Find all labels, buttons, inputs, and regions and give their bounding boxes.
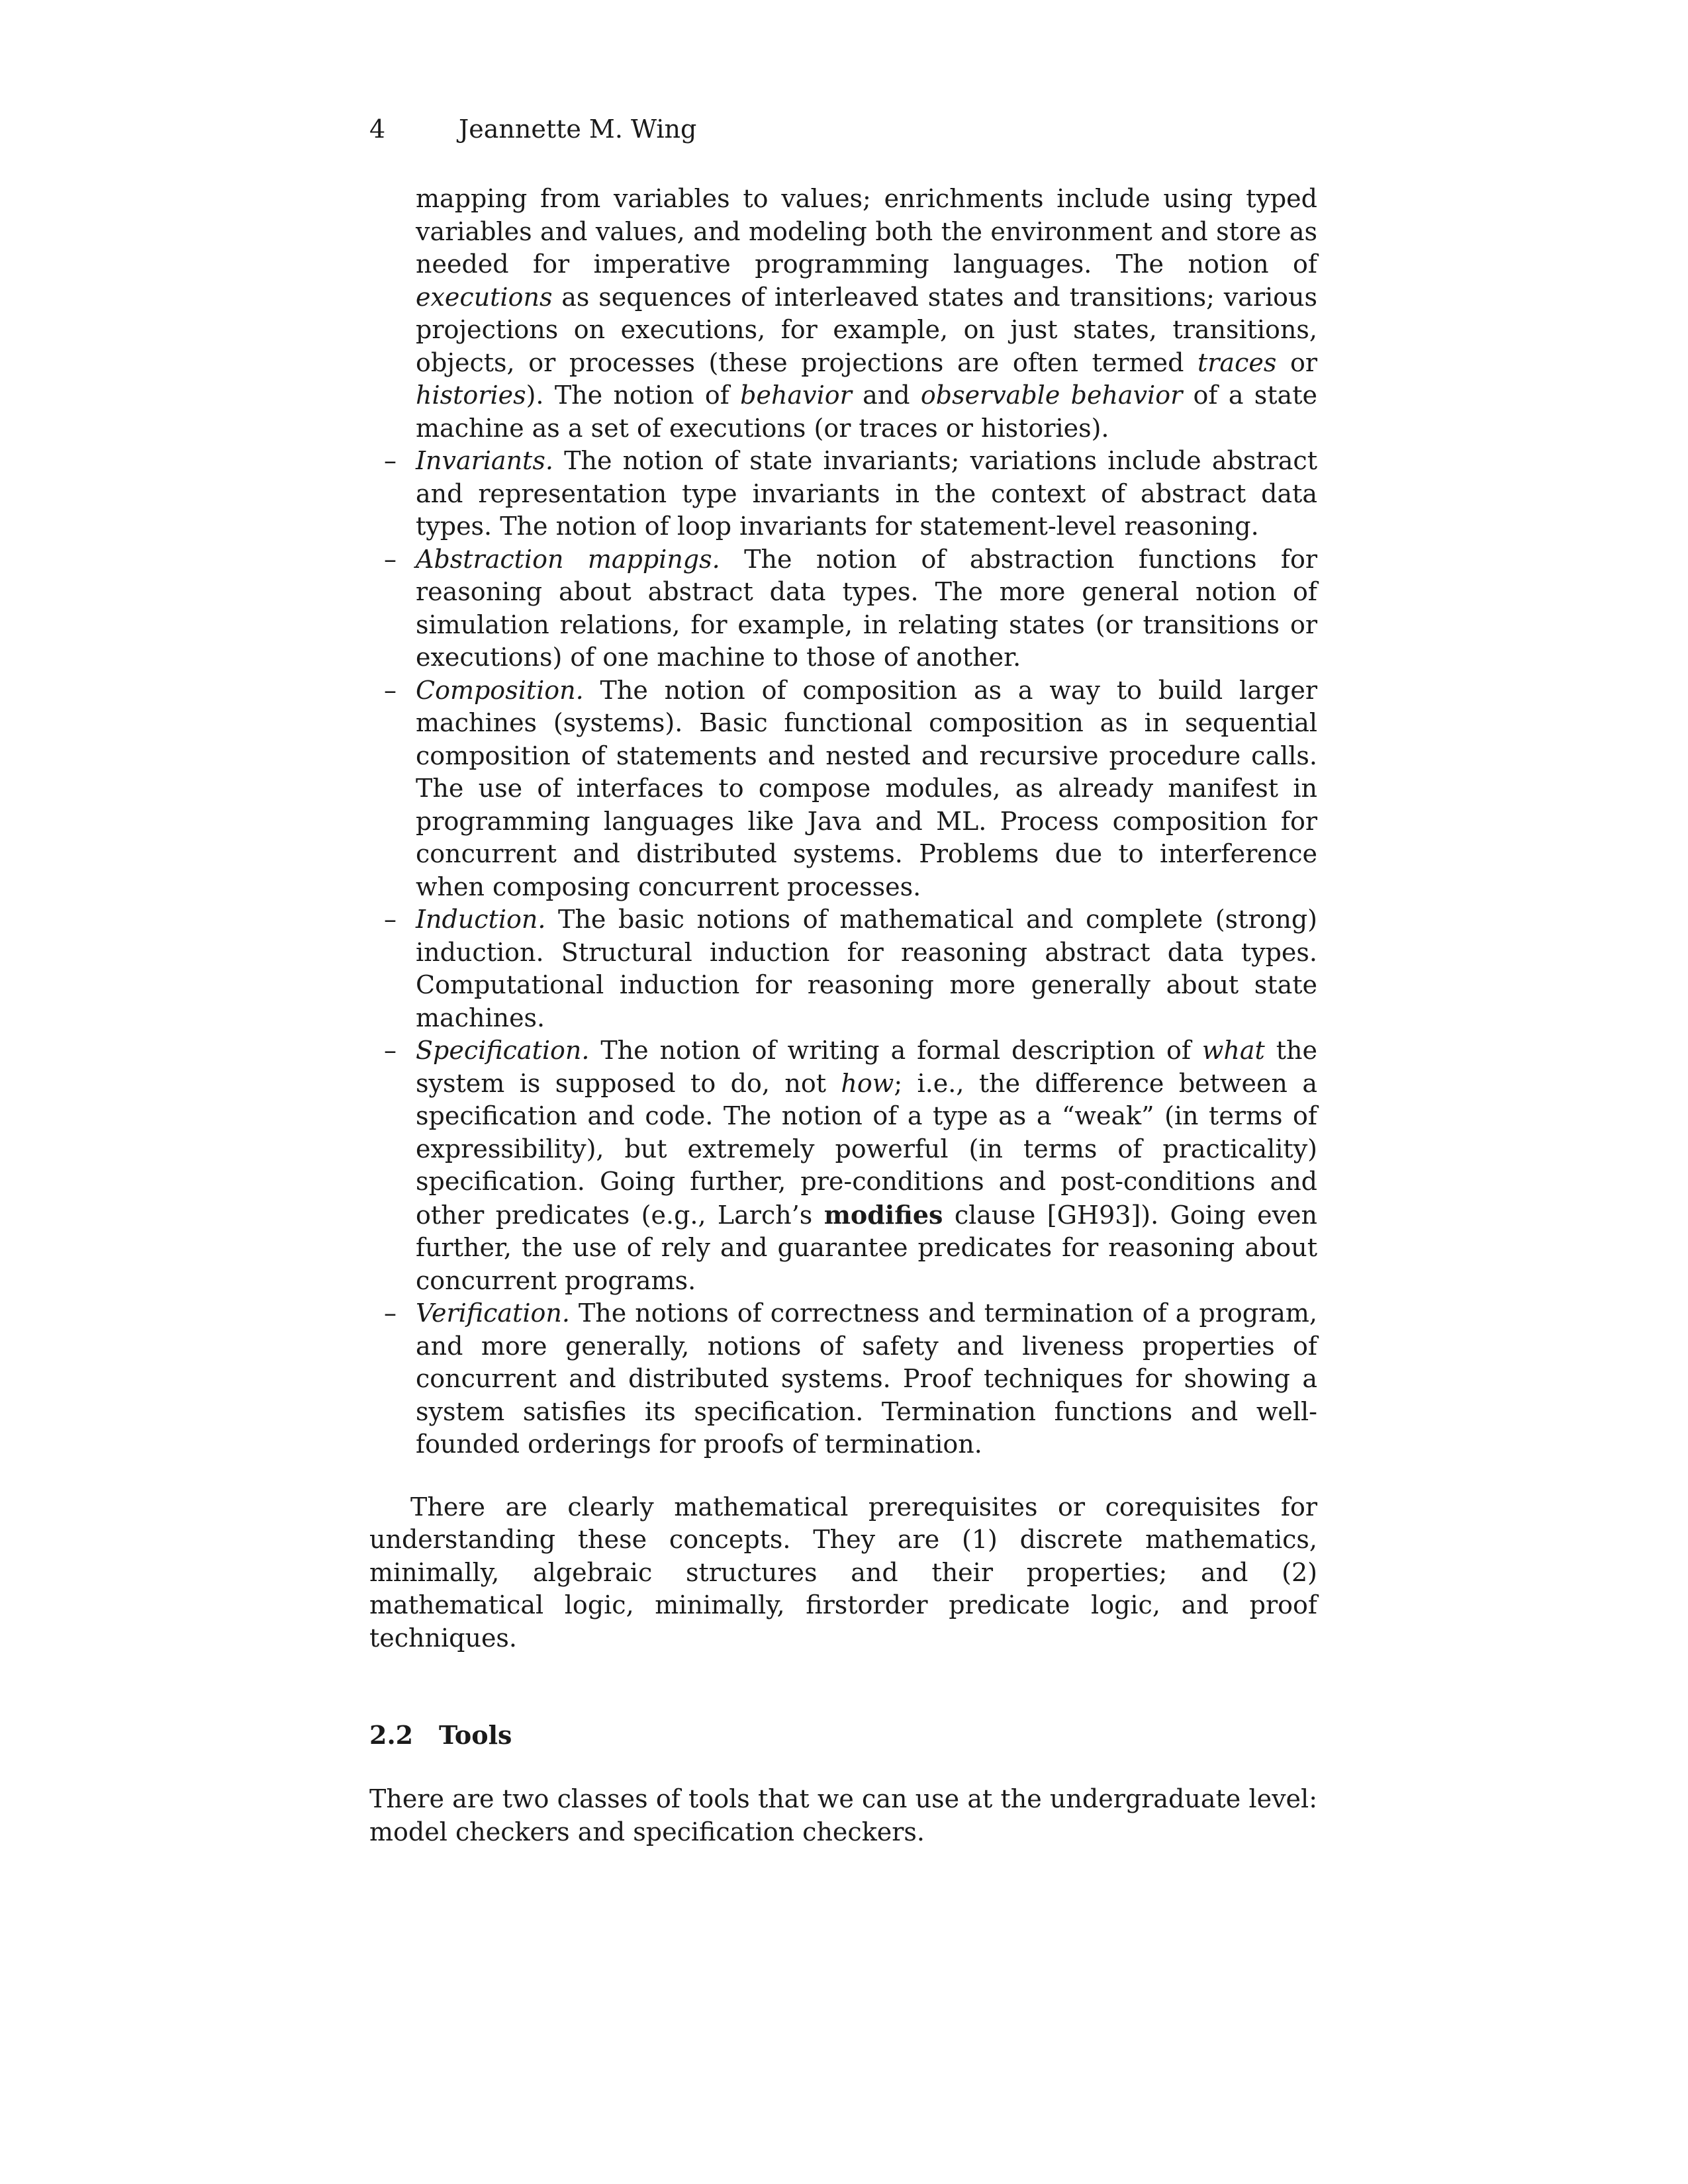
list-item-label: Invariants. — [416, 446, 553, 475]
list-dash: – — [384, 544, 397, 574]
text-run: The notions of correctness and termination of a program, and more generally, notions of safety and liveness properties of concurrent and distributed systems. Proof techniques for showing a system satisfies its specification. Termination functions and well-founded orderings for proofs of termination. — [416, 1298, 1317, 1459]
text-run: The notion of writing a formal description of — [589, 1036, 1202, 1065]
emphasized-term: observable behavior — [920, 381, 1183, 410]
emphasized-term: traces — [1197, 347, 1277, 377]
author-name: Jeannette M. Wing — [459, 114, 697, 144]
list-dash: – — [384, 446, 397, 475]
list-dash: – — [384, 675, 397, 705]
list-item-invariants — [384, 445, 1317, 543]
list-item-label: Verification. — [416, 1298, 570, 1328]
text-run: The notion of state invariants; variations include abstract and representation type invariants in the context of abstract data types. The notion of loop invariants for statement-level reasoning. — [416, 446, 1317, 541]
section-title: Tools — [439, 1720, 512, 1750]
text-run: The notion of composition as a way to build larger machines (systems). Basic functional composition as in sequential composition of statements and nested and recursive procedure calls. The use of interfaces to compose modules, as already manifest in programming languages like Java and ML. Process composition for concurrent and distributed systems. Problems due to interference when composing concurrent processes. — [416, 675, 1317, 901]
text-run: of a state machine as a set of executions (or traces or histories). — [416, 381, 1317, 443]
text-run: mapping from variables to values; enrichments include using typed variables and values, and modeling both the environment and store as needed for imperative programming languages. The notion of — [416, 184, 1317, 279]
list-item-continuation — [416, 183, 1317, 445]
list-item-verification — [384, 1297, 1317, 1461]
list-item-label: Induction. — [416, 905, 546, 934]
emphasized-term: behavior — [740, 381, 852, 410]
list-item-label: Specification. — [416, 1036, 590, 1065]
list-item-induction — [384, 903, 1317, 1034]
list-item-label: Abstraction mappings. — [416, 544, 720, 574]
text-run: The notion of abstraction functions for reasoning about abstract data types. The more general notion of simulation relations, for example, in relating states (or transitions or executions) of one machine to those of another. — [416, 544, 1317, 672]
emphasized-term: what — [1201, 1036, 1265, 1065]
text-run: The basic notions of mathematical and complete (strong) induction. Structural induction for reasoning abstract data types. Computational induction for reasoning more generally about state machines. — [416, 905, 1317, 1032]
text-run: as sequences of interleaved states and transitions; various projections on executions, for example, on just states, transitions, objects, or processes (these projections are often termed — [416, 282, 1317, 377]
list-item-abstraction-mappings — [384, 543, 1317, 674]
concept-list — [369, 183, 1317, 1461]
text-run: ; i.e., the difference between a specification and code. The notion of a type as a “weak” (in terms of expressibility), but extremely powerful (in terms of practicality) specification. Going further, pre-conditions and post-conditions and other predicates (e.g., Larch’s — [416, 1068, 1317, 1230]
list-dash: – — [384, 1298, 397, 1328]
list-item-specification — [384, 1034, 1318, 1297]
text-run: and — [851, 381, 921, 410]
emphasized-term: histories — [416, 381, 526, 410]
emphasized-term: how — [841, 1068, 894, 1098]
text-run: the system is supposed to do, not — [416, 1036, 1318, 1098]
body-text — [369, 183, 1317, 1848]
text-run: or — [1276, 347, 1317, 377]
tools-paragraph: There are two classes of tools that we can use at the undergraduate level: model checkers and specification checkers. — [369, 1784, 1317, 1846]
page-number: 4 — [369, 114, 386, 144]
text-run: ). The notion of — [526, 381, 741, 410]
prerequisites-paragraph: There are clearly mathematical prerequisites or corequisites for understanding these concepts. They are (1) discrete mathematics, minimally, algebraic structures and their properties; and (2) mathematical logic, minimally, firstorder predicate logic, and proof techniques. — [369, 1492, 1317, 1653]
text-run: clause [GH93]). Going even further, the use of rely and guarantee predicates for reasoning about concurrent programs. — [416, 1200, 1317, 1295]
section-number: 2.2 — [369, 1720, 414, 1750]
running-header — [369, 113, 696, 146]
list-dash: – — [384, 905, 397, 934]
section-heading — [369, 1719, 1317, 1752]
bold-keyword: modifies — [823, 1199, 943, 1230]
emphasized-term: executions — [416, 282, 553, 312]
list-item-composition — [384, 674, 1317, 904]
list-dash: – — [384, 1036, 397, 1065]
list-item-label: Composition. — [416, 675, 584, 705]
